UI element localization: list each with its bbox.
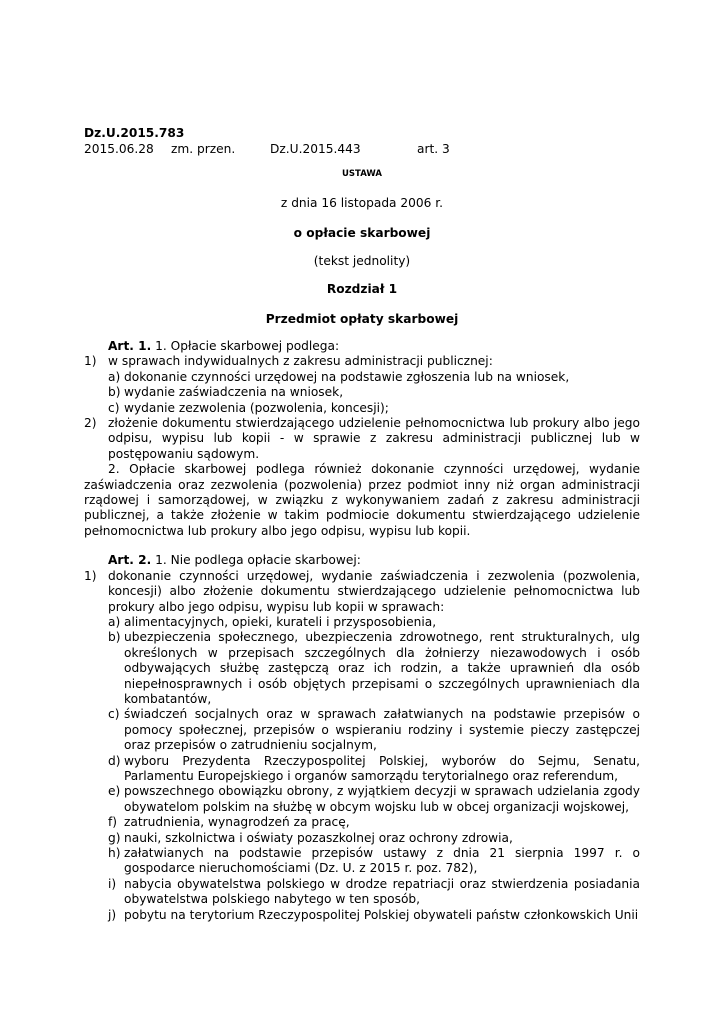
article-1-paragraph-2: 2. Opłacie skarbowej podlega również dokonanie czynności urzędowej, wydanie zaświadczenia oraz zezwolenia (pozwolenia) przez podmiot inny niż organ administracji rządowej i samorządowej, w związku z wykonywaniem zadań z zakresu administracji publicznej, a także złożenie w takim podmiocie dokumentu stwierdzającego udzielenie pełnomocnictwa lub prokury albo jego odpisu, wypisu lub kopii. xyxy=(84,462,640,538)
article-intro: 1. Nie podlega opłacie skarbowej: xyxy=(155,553,361,568)
amendment-date: 2015.06.28 xyxy=(84,142,154,156)
article-intro: 1. Opłacie skarbowej podlega: xyxy=(155,339,340,353)
article-label: Art. 2. xyxy=(108,553,152,568)
list-item: 2) złożenie dokumentu stwierdzającego udzielenie pełnomocnictwa lub prokury albo jego odpisu, wypisu lub kopii - w sprawie z zakresu administracji publicznej lub w postępowaniu sądowym. xyxy=(84,416,640,461)
list-item: 1) w sprawach indywidualnych z zakresu administracji publicznej: xyxy=(84,354,493,369)
sub-item: j) pobytu na terytorium Rzeczypospolitej Polskiej obywateli państw członkowskich Unii xyxy=(108,907,639,922)
amendment-article: art. 3 xyxy=(417,142,450,156)
sub-item: h) załatwianych na podstawie przepisów ustawy z dnia 21 sierpnia 1997 r. o gospodarce nieruchomościami (Dz. U. z 2015 r. poz. 782), xyxy=(108,846,640,876)
text-kind: (tekst jednolity) xyxy=(313,254,411,268)
sub-item: a) alimentacyjnych, opieki, kurateli i przysposobienia, xyxy=(108,614,437,629)
sub-item: c) wydanie zezwolenia (pozwolenia, koncesji); xyxy=(108,400,389,415)
sub-item: a) dokonanie czynności urzędowej na podstawie zgłoszenia lub na wniosek, xyxy=(108,369,570,384)
sub-item: d) wyboru Prezydenta Rzeczypospolitej Polskiej, wyborów do Sejmu, Senatu, Parlamentu Europejskiego i organów samorządu terytorialnego oraz referendum, xyxy=(108,753,640,783)
sub-item: c) świadczeń socjalnych oraz w sprawach załatwianych na podstawie przepisów o pomocy społecznej, przepisów o wspieraniu rodziny i systemie pieczy zastępczej oraz przepisów o zatrudnieniu socjalnym, xyxy=(108,707,640,753)
article-2-heading xyxy=(84,553,640,568)
chapter-title: Przedmiot opłaty skarbowej xyxy=(265,312,459,326)
article-label: Art. 1. xyxy=(108,339,152,353)
amendment-type: zm. przen. xyxy=(171,142,236,156)
sub-item: e) powszechnego obowiązku obrony, z wyjątkiem decyzji w sprawach udzielania zgody obywatelom polskim na służbę w obcym wojsku lub w obcej organizacji wojskowej, xyxy=(108,784,640,814)
amendment-source: Dz.U.2015.443 xyxy=(270,142,361,156)
document-body xyxy=(84,339,640,923)
sub-item: f) zatrudnienia, wynagrodzeń za pracę, xyxy=(108,815,350,830)
act-type: USTAWA xyxy=(342,169,382,179)
act-title: o opłacie skarbowej xyxy=(293,226,431,240)
sub-item: b) wydanie zaświadczenia na wniosek, xyxy=(108,385,344,400)
sub-item: b) ubezpieczenia społecznego, ubezpieczenia zdrowotnego, rent strukturalnych, ulg określonych w przepisach szczególnych dla żołnierzy niezawodowych i osób odbywających służbę zastępczą oraz ich rodzin, a także uprawnień dla osób niepełnosprawnych i osób objętych przepisami o szczególnych uprawnieniach dla kombatantów, xyxy=(108,630,640,706)
chapter-heading: Rozdział 1 xyxy=(326,282,398,296)
journal-code: Dz.U.2015.783 xyxy=(84,126,185,140)
sub-item: g) nauki, szkolnictwa i oświaty pozaszkolnej oraz ochrony zdrowia, xyxy=(108,830,513,845)
act-date: z dnia 16 listopada 2006 r. xyxy=(280,196,444,210)
sub-item: i) nabycia obywatelstwa polskiego w drodze repatriacji oraz stwierdzenia posiadania obywatelstwa polskiego nabytego w ten sposób, xyxy=(108,876,640,907)
list-item: 1) dokonanie czynności urzędowej, wydanie zaświadczenia i zezwolenia (pozwolenia, koncesji) albo złożenie dokumentu stwierdzającego udzielenie pełnomocnictwa lub prokury albo jego odpisu, wypisu lub kopii w sprawach: xyxy=(84,568,640,614)
article-1-heading xyxy=(84,339,640,354)
